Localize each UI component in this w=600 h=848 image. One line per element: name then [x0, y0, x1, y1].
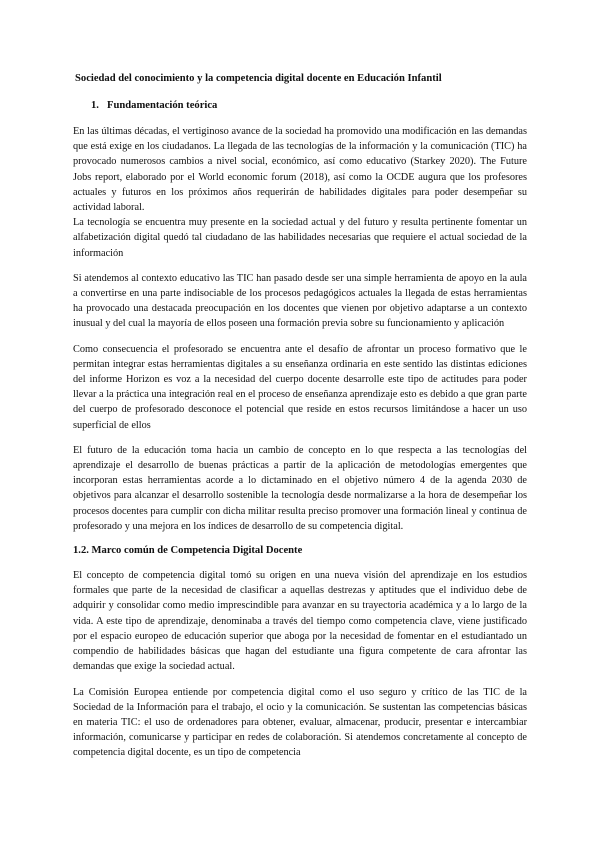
paragraph-european-commission: La Comisión Europea entiende por competencia digital como el uso seguro y crítico de las TIC de la Sociedad de la Información para el trabajo, el ocio y la comunicación. Se sustentan las competencias básicas en materia TIC: el uso de ordenadores para obtener, evaluar, almacenar, producir, presentar e intercambiar información, comunicarse y participar en redes de colaboración. Si atendemos concretamente al concepto de competencia digital docente, es un tipo de competencia — [73, 686, 527, 759]
paragraph-future-education: El futuro de la educación toma hacia un cambio de concepto en lo que respecta a las tecnologías del aprendizaje el desarrollo de buenas prácticas a partir de la aplicación de metodologías emergentes que incorporan estas herramientas acorde a lo dictaminado en el objetivo número 4 de la agenda 2030 de objetivos para alcanzar el desarrollo sostenible la tecnología desde normalizarse a la hora de desempeñar los procesos docentes para cumplir con dicha militar resulta preciso promover una formación lineal y continua de profesorado y una mejora en los índices de desarrollo de su competencia digital. — [73, 444, 527, 532]
section-heading-1 — [73, 99, 527, 113]
section-heading-1-2: 1.2. Marco común de Competencia Digital Docente — [73, 545, 303, 557]
section-number: 1. — [91, 100, 99, 111]
paragraph-intro: En las últimas décadas, el vertiginoso avance de la sociedad ha promovido una modificación en las demandas que está exige en los ciudadanos. La llegada de las tecnologías de la información y la comunicación (TIC) ha provocado numerosos cambios a nivel social, económico, así como educativo (Starkey 2020). The Future Jobs report, elaborado por el World economic forum (2018), así como la OCDE augura que los profesores actuales y futuros en los próximos años requerirán de habilidades digitales para poder desempeñar su actividad laboral. — [73, 126, 527, 214]
paragraph-teacher-challenge: Como consecuencia el profesorado se encuentra ante el desafío de afrontar un proceso formativo que le permitan integrar estas herramientas digitales a su enseñanza ordinaria en este sentido las distintas ediciones del informe Horizon es voz a la necesidad del cuerpo docente desarrolle este tipo de actitudes para poder llevar a la práctica una integración real en el proceso de enseñanza aprendizaje esto es debido a que gran parte del cuerpo de profesorado desconoce el potencial que reside en estos recursos limitándose a hacer un uso superficial de ellos — [73, 343, 527, 431]
paragraph-digital-competence-origin: El concepto de competencia digital tomó su origen en una nueva visión del aprendizaje en los estudios formales que parte de la necesidad de clasificar a aquellas destrezas y aptitudes que el individuo debe de adquirir y consolidar como medio imprescindible para avanzar en su trayectoria académica y a lo largo de la vida. A este tipo de aprendizaje, denominaba a través del tiempo como competencia clave, viene justificado por el espacio europeo de educación superior que aboga por la necesidad de fomentar en el estudiantado un compendio de habilidades básicas que hagan del estudiante una figura competente de cara afrontar las demandas que exige la sociedad actual. — [73, 570, 527, 673]
document-title: Sociedad del conocimiento y la competencia digital docente en Educación Infantil — [75, 73, 442, 84]
paragraph-educational-context: Si atendemos al contexto educativo las TIC han pasado desde ser una simple herramienta de apoyo en la aula a convertirse en una parte indisociable de los procesos pedagógicos actuales la llegada de estas herramientas ha provocado una destacada preocupación en los docentes que vienen por objetivo adaptarse a un contexto inusual y del cual la mayoría de ellos poseen una formación previa sobre su funcionamiento y aplicación — [73, 272, 527, 330]
page-content — [73, 72, 527, 759]
section-title: Fundamentación teórica — [107, 100, 218, 111]
paragraph-technology: La tecnología se encuentra muy presente en la sociedad actual y del futuro y resulta pertinente fomentar un alfabetización digital quedó tal ciudadano de las habilidades necesarias que requiere el actual sociedad de la información — [73, 217, 527, 259]
